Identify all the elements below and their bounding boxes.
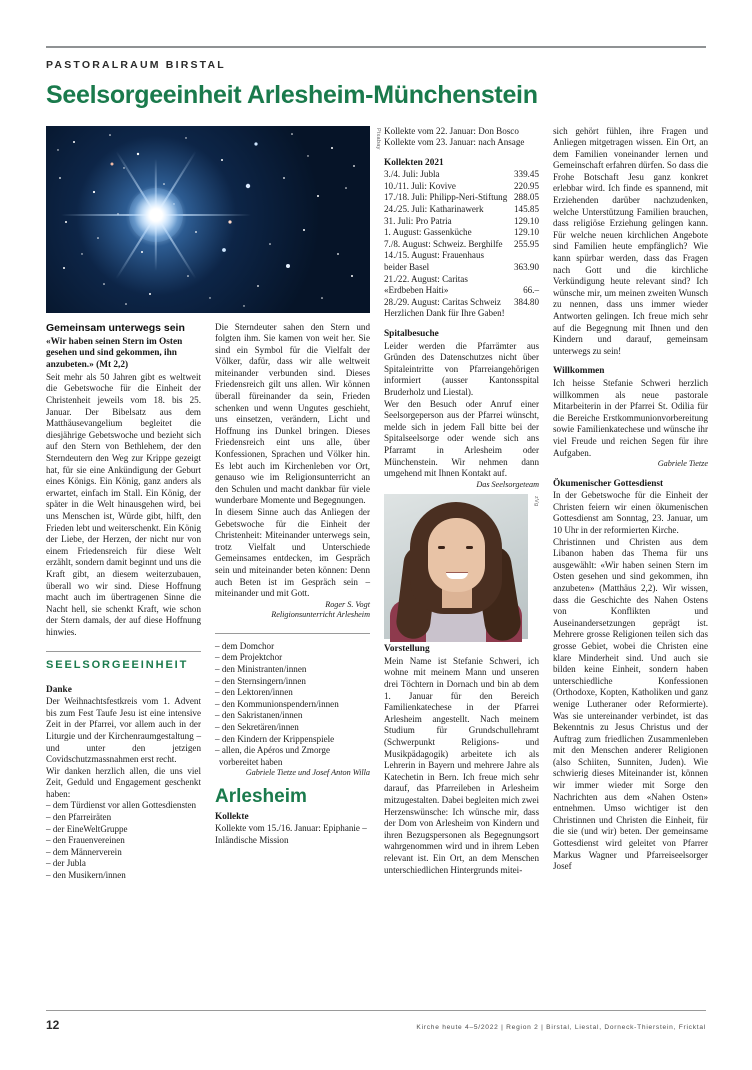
kollekte-label: 7./8. August: Schweiz. Berghilfe: [384, 238, 503, 249]
content-columns: [46, 126, 706, 926]
list-item: – dem Türdienst vor allen Gottesdiensten: [46, 800, 197, 811]
oekumenischer-gottesdienst-heading: Ökumenischer Gottesdienst: [553, 478, 664, 489]
danke-list-2: [215, 641, 370, 769]
kollekte-label: 10./11. Juli: Kovive: [384, 180, 456, 191]
col4-body-1: sich gehört fühlen, ihre Fragen und Anliegen mitgetragen wissen. Ein Ort, an dem Familien voneinander lernen und Gemeinschaft erfahren dürfen. So dass die Frohe Botschaft Jesu ganz konkret erlebbar wird. Ich finde es spannend, mit Erziehenden darüber nachzudenken, welche Unterstützung Familien brauchen, dass religiöse Erziehung gelingen kann. Für welche neuen kirchlichen Angebote sind Familien heute empfänglich? Wie kann spürbar werden, dass das Fragen nach Gott und die kirchliche Verkündigung heute relevant sind? Ich wünsche mir, um meinen zweiten Wunsch zu nennen, dass uns immer wieder Antworten gelingen. Ich freue mich sehr auf die Begegnung mit Ihnen und den Kindern und darauf, gemeinsam unterwegs zu sein!: [553, 125, 708, 356]
spital-body-2: Wer den Besuch oder Anruf einer Seelsorgeperson aus der Pfarrei wünscht, melde sich in jedem Fall bitte bei der Spitalseelsorge oder wende sich ans Pfarramt in Arlesheim oder Münchenstein. Wir nehmen dann umgehend mit Ihnen Kontakt auf.: [384, 398, 539, 479]
kollekte-line: Kollekte vom 15./16. Januar: Epiphanie – Inländische Mission: [215, 823, 367, 845]
col3-kollekte-line-1: Kollekte vom 22. Januar: Don Bosco: [384, 125, 519, 136]
kollekte-amount: 220.95: [513, 180, 539, 191]
kollekte-amount: 145.85: [513, 204, 539, 215]
danke-list-1: [46, 800, 201, 881]
kollekte-amount: 129.10: [513, 215, 539, 226]
list-item: – den Kindern der Krippenspiele: [215, 733, 335, 744]
danke-body-1: Der Weihnachtsfestkreis vom 1. Advent bis zum Fest Taufe Jesu ist eine intensive Zeit in der Pfarrei, vor allem auch in der Liturgie und der Kirchenraumgestaltung – und unter den jetzigen Covidschutzmassnahmen erst recht.: [46, 696, 201, 765]
table-row: [384, 181, 539, 193]
table-row: [384, 169, 539, 181]
section-rule-2: [215, 633, 370, 634]
kollekte-label: beider Basel: [384, 262, 430, 273]
list-item: – den Frauenvereinen: [46, 835, 125, 846]
table-row: [384, 204, 539, 216]
kollekte-amount: 288.05: [513, 192, 539, 203]
list-item: – den Kommunionspendern/innen: [215, 698, 339, 709]
kollekte-label: 24./25. Juli: Katharinawerk: [384, 204, 484, 215]
star-photo-credit: Pixabay: [375, 127, 381, 150]
kollekte-label: 17./18. Juli: Philipp-Neri-Stiftung: [384, 192, 508, 203]
page-kicker: PASTORALRAUM BIRSTAL: [46, 59, 226, 71]
kollekte-label: 21./22. August: Caritas: [384, 273, 468, 284]
kollekte-amount: 255.95: [513, 238, 539, 249]
kollekte-label: 1. August: Gassenküche: [384, 227, 472, 238]
col2-body-1: Die Sterndeuter sahen den Stern und folgten ihm. Sie kamen von weit her. Sie sind ein Symbol für die Vielfalt der Völker, dafür, dass wir alle weltweit miteinander verbunden sind. Dieses Friedensreich gilt uns allen. Wir können überall füreinander da sein, Frieden schenken und wenn Ungutes geschieht, uns einsetzen, verändern, Licht und Hoffnung ins Dunkel bringen. Dieses Friedensreich eint uns alle, über Konfessionen, Sprachen und Völker hin. Es lebt auch im Kirchenleben vor Ort, genauso wie im Religionsunterricht an den Schulen und macht dankbar für viele wunderbare Momente und Begegnungen.: [215, 321, 370, 506]
list-item: – der Jubla: [46, 858, 86, 869]
col1-body: Seit mehr als 50 Jahren gibt es weltweit die Gebetswoche für die Einheit der Christenheit jeweils vom 18. bis 25. Januar. Der Bibelsatz aus dem Matthäusevangelium begleitet die diesjährige Gebetswoche und bezieht sich auf den Stern von Bethlehem, der den Sterndeutern den Weg zur Krippe gezeigt hat, für sie eine Ankündigung der Geburt eines Königs. Ein König, ganz anders als erwartet, einfach im Stall. Ein König, der später in die Welt hinausgehen wird, bei uns Menschen ist, Würde gibt, hilft, den Frieden lebt und weiterschenkt. Ein König der Liebe, der Herzen, der nicht nur von einem Friedensreich für diese Welt erzählt, sondern damit beginnt und uns die Kraft gibt, an diesem weiterzubauen, überall wo wir sind. Diese Hoffnung macht auch im übertragenen Sinne die Nacht hell, sie schenkt Kraft, wie schon der Stern damals, der auf diese Hoffnung hinwies.: [46, 371, 201, 637]
kollekten-thanks: Herzlichen Dank für Ihre Gaben!: [384, 308, 505, 319]
col2-body-2: In diesem Sinne auch das Anliegen der Gebetswoche für die Einheit der Christenheit: Miteinander unterwegs sein, trotz Vielfalt und Unterschiede Gemeinsames entdecken, im Gespräch sein und miteinander beten können: Denn auch Beten ist im Gespräch sein – miteinander und mit Gott.: [215, 507, 370, 599]
kollekte-amount: 384.80: [513, 296, 539, 307]
oeku-body-2: Christinnen und Christen aus dem Libanon haben das Thema für uns ausgewählt: «Wir haben seinen Stern im Osten gesehen und sind gekommen, ihn anzubeten» (Matthäus 2,2). Wir wissen, dass die Geschichte des Nahen Ostens von Konflikten und Auseinandersetzungen geprägt ist. Mehrere grosse Religionen teilen sich das grosse Gebiet, wobei die Christen eine klare Minderheit sind. Und auch sie bilden keine Einheit, sondern haben unterschiedliche Konfessionen (Orthodoxe, Kopten, Katholiken und ganz wenige Lutheraner oder Reformierte). Was sie untereinander verbindet, ist das Bekenntnis zu Jesus Christus und der Auftrag zum friedlichen Zusammenleben mit den Menschen anderer Religionen (also Schiiten, Sunniten, Juden). Wie schwierig dieses Miteinander ist, können wir immer wieder mit Sorge den Nachrichten aus dem «Nahen Osten» entnehmen. Umso wichtiger ist den Christinnen und Christen die Einheit, für die sie (und wir) beten. Der gemeinsame Gottesdienst wird geleitet von Pfarrer Markus Wagner und Pfarreiseelsorger Josef: [553, 536, 708, 872]
willkommen-body: Ich heisse Stefanie Schweri herzlich willkommen als neue pastorale Mitarbeiterin in der Pfarrei St. Odilia für die Bereiche Erstkommunionvorbereitung sowie Familienkatechese und wünsche ihr viel Freude und reichen Segen für ihre Aufgaben.: [553, 377, 708, 458]
list-item: – den Lektoren/innen: [215, 687, 293, 698]
list-item: – den Sakristanen/innen: [215, 710, 303, 721]
page: [0, 46, 752, 1070]
column-2: [215, 126, 370, 926]
kollekte-amount: 129.10: [513, 227, 539, 238]
willkommen-heading: Willkommen: [553, 366, 605, 377]
list-item: – dem Männerverein: [46, 846, 122, 857]
col1-lead: «Wir haben seinen Stern im Osten gesehen und sind gekommen, ihn anzubeten.» (Mt 2,2): [46, 336, 183, 371]
spital-body-1: Leider werden die Pfarrämter aus Gründen des Datenschutzes nicht über Spitaleintritte von Pfarreiangehörigen informiert (ausser Kantonsspital Bruderholz und Liestal).: [384, 340, 539, 397]
kollekte-label: 14./15. August: Frauenhaus: [384, 250, 485, 261]
col2-signature-danke: Gabriele Tietze und Josef Anton Willa: [245, 768, 370, 778]
kollekten-2021-heading: Kollekten 2021: [384, 157, 444, 168]
table-row: [384, 297, 539, 309]
town-heading-arlesheim: Arlesheim: [215, 785, 307, 807]
oeku-body-1: In der Gebetswoche für die Einheit der Christen feiern wir einen ökumenischen Gottesdienst am Sonntag, 23. Januar, um 10 Uhr in der reformierten Kirche.: [553, 490, 708, 535]
footer-rule: [46, 1010, 706, 1011]
willkommen-signature: Gabriele Tietze: [657, 459, 708, 469]
kollekte-amount: 339.45: [513, 169, 539, 180]
kollekte-label: 3./4. Juli: Jubla: [384, 169, 440, 180]
list-item: – den Ministranten/innen: [215, 663, 307, 674]
footer-text: Kirche heute 4–5/2022 | Region 2 | Birstal, Liestal, Dorneck-Thierstein, Fricktal: [416, 1024, 706, 1031]
col3-kollekte-line-2: Kollekte vom 23. Januar: nach Ansage: [384, 137, 525, 148]
page-title: Seelsorgeeinheit Arlesheim-Münchenstein: [46, 81, 538, 109]
kollekte-label: 28./29. August: Caritas Schweiz: [384, 296, 501, 307]
spitalbesuche-heading: Spitalbesuche: [384, 329, 439, 339]
kollekte-label: 31. Juli: Pro Patria: [384, 215, 452, 226]
list-item: – den Sekretären/innen: [215, 721, 299, 732]
column-4: [553, 126, 708, 926]
header-rule: [46, 46, 706, 48]
col2-signature-author: Roger S. Vogt: [325, 599, 370, 609]
col1-heading: Gemeinsam unterwegs sein: [46, 321, 185, 334]
col2-signature-role: Religionsunterricht Arlesheim: [271, 610, 370, 620]
table-row: [384, 192, 539, 204]
table-row: [384, 216, 539, 228]
kollekte-amount: [509, 274, 539, 286]
vorstellung-body: Mein Name ist Stefanie Schweri, ich wohne mit meinem Mann und unseren drei Töchtern in Dornach und bin ab dem 1. Januar für den Bereich Familienkatechese in der Pfarrei Arlesheim angestellt. Nach meinem Studium für Grundschullehramt (Schwerpunkt Religions- und Musikpädagogik) arbeitete ich als Lehrerin in Bayern und mehrere Jahre als Katechetin in Bern. Ich freue mich sehr darauf, das Pfarreileben in Arlesheim mitzugestalten. Dabei begleiten mich zwei Herzenswünsche: Ich wünsche mir, dass der Dom von Arlesheim von Kindern und ihren Bezugspersonen als Begegnungsort wahrgenommen wird und in ihrem Leben relevant ist. Ein Ort, an dem Menschen unterschiedlichen Hintergrunds mitei-: [384, 655, 539, 875]
section-rule: [46, 651, 201, 652]
section-heading-seelsorgeeinheit: SEELSORGEEINHEIT: [46, 658, 189, 671]
vorstellung-heading: Vorstellung: [384, 644, 430, 655]
danke-heading: Danke: [46, 684, 72, 695]
table-row: [384, 262, 539, 274]
list-item: – dem Projektchor: [215, 652, 283, 663]
list-item: – dem Domchor: [215, 640, 275, 651]
column-3: [384, 126, 539, 926]
list-item: – den Musikern/innen: [46, 870, 126, 881]
portrait-photo-credit: zVg: [533, 496, 539, 507]
kollekte-amount: 363.90: [513, 262, 539, 273]
kollekte-heading: Kollekte: [215, 811, 249, 822]
table-row: [384, 274, 539, 286]
list-item: – der EineWeltGruppe: [46, 823, 128, 834]
list-item: – den Sternsingern/innen: [215, 675, 306, 686]
page-number: 12: [46, 1018, 60, 1032]
table-row: [384, 239, 539, 251]
portrait-photo: [384, 494, 539, 639]
table-row: [384, 227, 539, 239]
kollekte-amount: 66.–: [523, 285, 539, 296]
kollekte-label: «Erdbeben Haiti»: [384, 285, 449, 296]
table-row: [384, 250, 539, 262]
list-item: – allen, die Apéros und Zmorge vorbereitet haben: [215, 745, 330, 767]
danke-body-2: Wir danken herzlich allen, die uns viel Zeit, Geduld und Engagement geschenkt haben:: [46, 765, 201, 799]
spital-signature: Das Seelsorgeteam: [476, 479, 539, 489]
list-item: – den Pfarreiräten: [46, 812, 112, 823]
table-row: [384, 285, 539, 297]
kollekte-amount: [509, 250, 539, 262]
portrait-image: [384, 494, 528, 639]
page-footer: [46, 1010, 706, 1032]
kollekten-table: [384, 169, 539, 308]
